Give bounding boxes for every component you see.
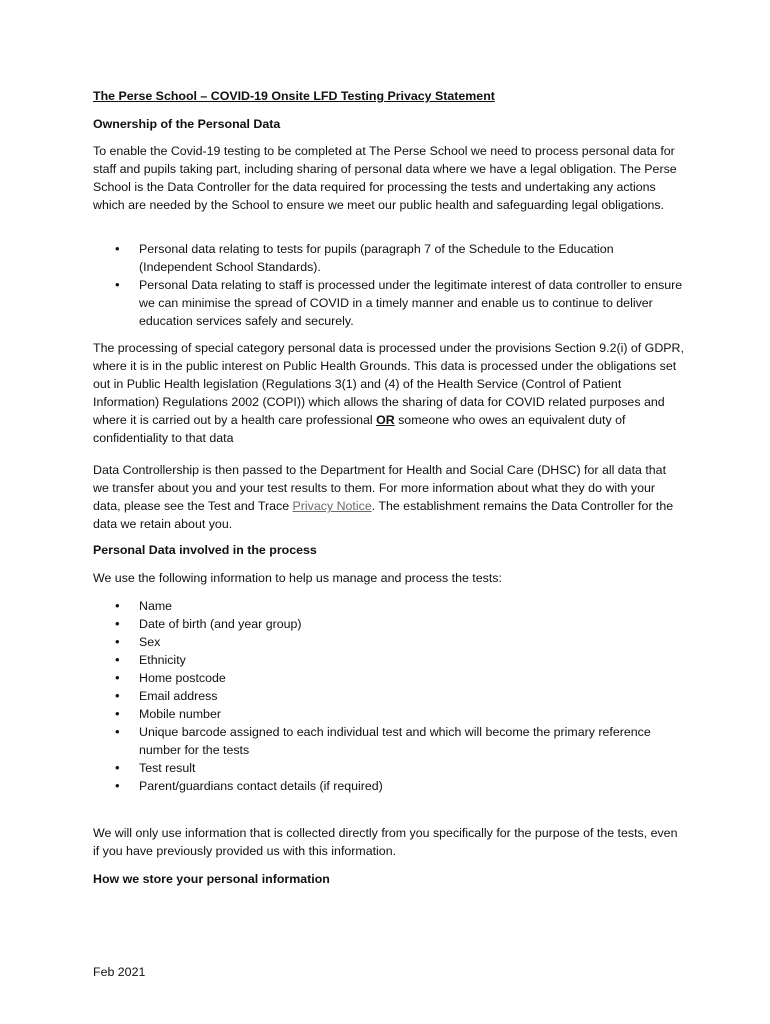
paragraph-text: someone who owes an equivalent duty of confidentiality to that data <box>93 413 626 445</box>
paragraph-text: The processing of special category personal data is processed under the provisions Section 9.2(i) of GDPR, where it is in the public interest on Public Health Grounds. This data is processed under the obligations set out in Public Health legislation (Regulations 3(1) and (4) of the Health Service (Control of Patient Information) Regulations 2002 (COPI)) which allows the sharing of data for COVID related purposes and where it is carried out by a health care professional <box>93 341 684 427</box>
list-item: • Email address <box>93 687 685 705</box>
document-title: The Perse School – COVID-19 Onsite LFD Testing Privacy Statement <box>93 89 495 103</box>
paragraph-collection: We will only use information that is collected directly from you specifically for the purpose of the tests, even if you have previously provided us with this information. <box>93 826 678 858</box>
list-item: • Mobile number <box>93 705 685 723</box>
list-item: • Sex <box>93 633 685 651</box>
list-item: • Test result <box>93 759 685 777</box>
emphasis-or: OR <box>376 413 395 427</box>
privacy-notice-link[interactable]: Privacy Notice <box>292 499 372 513</box>
list-item: • Personal data relating to tests for pupils (paragraph 7 of the Schedule to the Education (Independent School Standards). <box>93 240 685 276</box>
paragraph-text: Data Controllership is then passed to the Department for Health and Social Care (DHSC) for all data that we transfer about you and your test results to them. For more information about what they do with your data, please see the Test and Trace <box>93 463 667 513</box>
paragraph-text: . The establishment remains the Data Controller for the data we retain about you. <box>93 499 674 531</box>
list-item: • Home postcode <box>93 669 685 687</box>
paragraph-data-controllership <box>93 461 685 533</box>
personal-data-list <box>93 597 685 795</box>
legal-basis-list <box>93 240 685 330</box>
paragraph-special-category <box>93 339 685 447</box>
list-item: • Unique barcode assigned to each individual test and which will become the primary reference number for the tests <box>93 723 685 759</box>
section-heading-storage: How we store your personal information <box>93 872 330 886</box>
section-heading-ownership: Ownership of the Personal Data <box>93 117 281 131</box>
list-item: • Personal Data relating to staff is processed under the legitimate interest of data controller to ensure we can minimise the spread of COVID in a timely manner and enable us to continue to deliver education services safely and securely. <box>93 276 685 330</box>
paragraph-information-used: We use the following information to help us manage and process the tests: <box>93 571 502 585</box>
footer-date: Feb 2021 <box>93 965 146 979</box>
paragraph-ownership: To enable the Covid-19 testing to be completed at The Perse School we need to process personal data for staff and pupils taking part, including sharing of personal data where we have a legal obligation. The Perse School is the Data Controller for the data required for processing the tests and undertaking any actions which are needed by the School to ensure we meet our public health and safeguarding legal obligations. <box>93 144 677 212</box>
list-item: • Ethnicity <box>93 651 685 669</box>
list-item: • Parent/guardians contact details (if required) <box>93 777 685 795</box>
list-item: • Name <box>93 597 685 615</box>
list-item: • Date of birth (and year group) <box>93 615 685 633</box>
section-heading-personal-data: Personal Data involved in the process <box>93 543 317 557</box>
